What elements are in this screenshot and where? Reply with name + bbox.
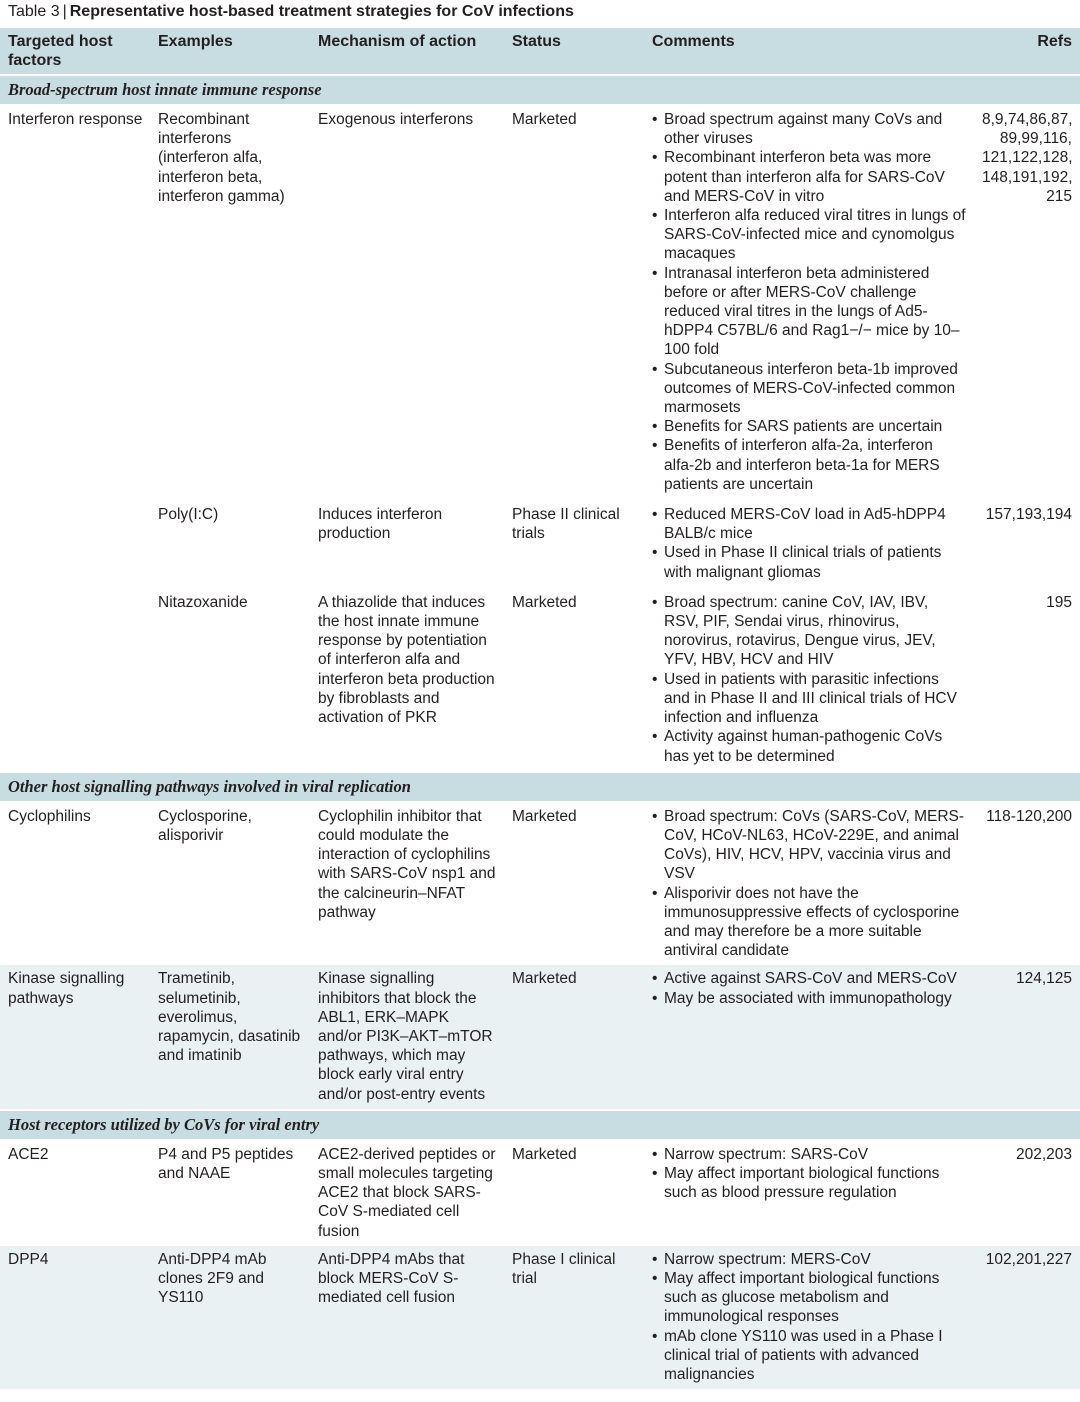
section-title: Other host signalling pathways involved in viral replication — [0, 772, 1080, 802]
cell-examples: Recombinant interferons (interferon alfa, interferon beta, interferon gamma) — [158, 111, 285, 205]
cell-mechanism: A thiazolide that induces the host innate immune response by potentiation of interferon alfa and interferon beta production by fibroblasts and activation of PKR — [310, 588, 504, 772]
header-comments: Comments — [644, 28, 974, 75]
table-row — [0, 802, 1080, 966]
cell-mechanism: Cyclophilin inhibitor that could modulate the interaction of cyclophilins with SARS-CoV nsp1 and the calcineurin–NFAT pathway — [318, 807, 496, 921]
cell-targeted-host-factor: DPP4 — [0, 1246, 150, 1389]
cell-refs: 8,9,74,86,87, 89,99,116, 121,122,128, 148,191,192, 215 — [982, 111, 1073, 205]
comment-bullet: • Broad spectrum against many CoVs and other viruses — [652, 110, 967, 148]
cell-status: Marketed — [504, 588, 644, 772]
table-row — [0, 1140, 1080, 1246]
cell-comments — [644, 1246, 974, 1389]
cell-examples: Cyclosporine, alisporivir — [158, 807, 252, 844]
comment-bullet: • Subcutaneous interferon beta-1b improved outcomes of MERS-CoV-infected common marmosets — [652, 360, 967, 418]
table-row — [0, 1246, 1080, 1389]
cell-examples: P4 and P5 peptides and NAAE — [158, 1145, 294, 1182]
cell-examples: Poly(I:C) — [150, 500, 310, 588]
cell-refs: 118-120,200 — [986, 807, 1072, 825]
cell-mechanism: Induces interferon production — [310, 500, 504, 588]
table-row — [0, 965, 1080, 1109]
table-title: Representative host-based treatment strategies for CoV infections — [69, 3, 574, 20]
cell-refs: 124,125 — [974, 965, 1080, 1109]
cell-status: Marketed — [512, 1145, 577, 1163]
section-title: Broad-spectrum host innate immune response — [0, 75, 1080, 105]
comment-bullet: • May be associated with immunopathology — [652, 989, 967, 1008]
section-row — [0, 772, 1080, 802]
table-label: Table 3 — [8, 3, 60, 20]
cell-refs: 195 — [974, 588, 1080, 772]
comment-bullet: • Intranasal interferon beta administered before or after MERS-CoV challenge reduced viral titres in the lungs of Ad5-hDPP4 C57BL/6 and Rag1−/− mice by 10–100 fold — [652, 264, 967, 360]
comment-bullet: • May affect important biological functions such as glucose metabolism and immunological responses — [652, 1269, 967, 1327]
header-examples: Examples — [150, 28, 310, 75]
table-row — [0, 588, 1080, 772]
treatment-table — [0, 28, 1080, 1389]
comment-bullet: • Used in patients with parasitic infections and in Phase II and III clinical trials of HCV infection and influenza — [652, 670, 967, 728]
section-row — [0, 1110, 1080, 1140]
header-refs: Refs — [974, 28, 1080, 75]
comments-list — [652, 505, 967, 582]
cell-mechanism: ACE2-derived peptides or small molecules targeting ACE2 that block SARS-CoV S-mediated cell fusion — [318, 1145, 496, 1240]
table-caption — [8, 0, 574, 26]
comment-bullet: • Activity against human-pathogenic CoVs has yet to be determined — [652, 727, 967, 765]
section-title: Host receptors utilized by CoVs for viral entry — [0, 1110, 1080, 1140]
cell-comments — [644, 802, 974, 966]
comment-bullet: • Narrow spectrum: SARS-CoV — [652, 1145, 967, 1164]
cell-mechanism: Anti-DPP4 mAbs that block MERS-CoV S-mediated cell fusion — [310, 1246, 504, 1389]
comment-bullet: • May affect important biological functions such as blood pressure regulation — [652, 1164, 967, 1202]
cell-targeted-host-factor: Kinase signalling pathways — [0, 965, 150, 1109]
comment-bullet: • Benefits of interferon alfa-2a, interferon alfa-2b and interferon beta-1a for MERS patients are uncertain — [652, 436, 967, 494]
cell-status: Phase I clinical trial — [504, 1246, 644, 1389]
comment-bullet: • Narrow spectrum: MERS-CoV — [652, 1250, 967, 1269]
table-header — [0, 28, 1080, 75]
comments-list — [652, 969, 967, 1007]
cell-comments — [644, 588, 974, 772]
comment-bullet: • Used in Phase II clinical trials of patients with malignant gliomas — [652, 543, 967, 581]
comments-list — [652, 1250, 967, 1384]
table-row — [0, 105, 1080, 500]
header-mechanism: Mechanism of action — [310, 28, 504, 75]
comment-bullet: • Reduced MERS-CoV load in Ad5-hDPP4 BALB/c mice — [652, 505, 967, 543]
section-row — [0, 75, 1080, 105]
comment-bullet: • Benefits for SARS patients are uncertain — [652, 417, 967, 436]
comment-bullet: • mAb clone YS110 was used in a Phase I clinical trial of patients with advanced malignancies — [652, 1327, 967, 1385]
cell-comments — [644, 965, 974, 1109]
comments-list — [652, 593, 967, 766]
cell-comments — [644, 1140, 974, 1246]
cell-status: Marketed — [512, 111, 577, 128]
cell-examples: Anti-DPP4 mAb clones 2F9 and YS110 — [150, 1246, 310, 1389]
cell-comments — [644, 105, 974, 500]
cell-targeted-host-factor: ACE2 — [8, 1145, 49, 1163]
comment-bullet: • Active against SARS-CoV and MERS-CoV — [652, 969, 967, 988]
comment-bullet: • Broad spectrum: CoVs (SARS-CoV, MERS-CoV, HCoV-NL63, HCoV-229E, and animal CoVs), HIV, HCV, HPV, vaccinia virus and VSV — [652, 807, 967, 884]
comment-bullet: • Interferon alfa reduced viral titres in lungs of SARS-CoV-infected mice and cynomolgus macaques — [652, 206, 967, 264]
cell-refs: 102,201,227 — [974, 1246, 1080, 1389]
comment-bullet: • Broad spectrum: canine CoV, IAV, IBV, RSV, PIF, Sendai virus, rhinovirus, norovirus, rotavirus, Dengue virus, JEV, YFV, HBV, HCV and HIV — [652, 593, 967, 670]
cell-status: Marketed — [504, 965, 644, 1109]
caption-separator: | — [62, 3, 67, 20]
comments-list — [652, 1145, 967, 1203]
comment-bullet: • Alisporivir does not have the immunosuppressive effects of cyclosporine and may therefore be a more suitable antiviral candidate — [652, 884, 967, 961]
cell-targeted-host-factor: Interferon response — [8, 111, 143, 128]
table-body — [0, 75, 1080, 1389]
table-row — [0, 500, 1080, 588]
comment-bullet: • Recombinant interferon beta was more potent than interferon alfa for SARS-CoV and MERS-CoV in vitro — [652, 148, 967, 206]
cell-mechanism: Exogenous interferons — [318, 111, 474, 128]
cell-refs: 202,203 — [1015, 1145, 1072, 1163]
cell-mechanism: Kinase signalling inhibitors that block the ABL1, ERK–MAPK and/or PI3K–AKT–mTOR pathways, which may block early viral entry and/or post-entry events — [310, 965, 504, 1109]
header-status: Status — [504, 28, 644, 75]
comments-list — [652, 110, 967, 494]
cell-comments — [644, 500, 974, 588]
cell-examples: Trametinib, selumetinib, everolimus, rapamycin, dasatinib and imatinib — [150, 965, 310, 1109]
header-targeted-host-factors: Targeted host factors — [0, 28, 150, 75]
comments-list — [652, 807, 967, 961]
cell-status: Phase II clinical trials — [504, 500, 644, 588]
cell-examples: Nitazoxanide — [150, 588, 310, 772]
cell-status: Marketed — [512, 807, 577, 825]
cell-targeted-host-factor: Cyclophilins — [8, 807, 91, 825]
cell-refs: 157,193,194 — [974, 500, 1080, 588]
